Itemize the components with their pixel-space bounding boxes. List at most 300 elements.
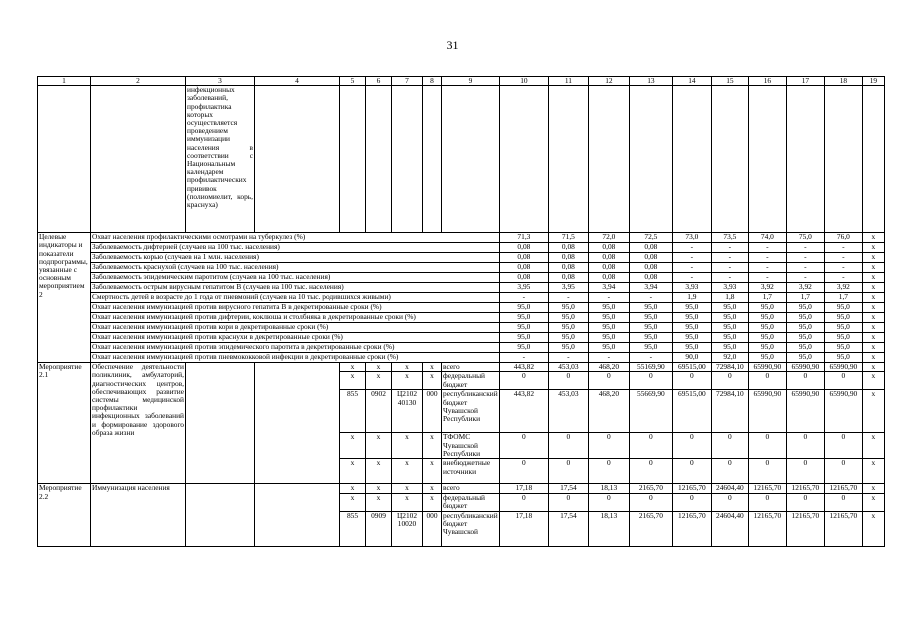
- indicator-value: x: [862, 353, 884, 363]
- funding-source: республиканский бюджет Чувашской Республики: [442, 390, 500, 433]
- indicator-value: 95,0: [786, 323, 824, 333]
- funding-value: 0: [548, 459, 588, 484]
- funding-value: 17,54: [548, 484, 588, 493]
- indicator-value: 95,0: [672, 323, 711, 333]
- continuation-row: [38, 86, 885, 233]
- funding-value: 0: [672, 372, 711, 390]
- indicator-value: 0,08: [499, 273, 548, 283]
- indicator-name: Охват населения иммунизацией против вирусного гепатита В в декретированные сроки (%): [91, 303, 500, 313]
- cell: [340, 86, 366, 233]
- column-number: 17: [786, 77, 824, 86]
- budget-code: x: [392, 433, 423, 459]
- indicator-value: 3,93: [711, 283, 748, 293]
- indicator-value: 95,0: [629, 323, 672, 333]
- funding-value: 453,03: [548, 390, 588, 433]
- budget-code: x: [423, 433, 442, 459]
- column-number: 9: [442, 77, 500, 86]
- indicator-value: x: [862, 233, 884, 243]
- funding-value: 24604,40: [711, 511, 748, 546]
- indicator-value: 71,3: [499, 233, 548, 243]
- funding-value: x: [862, 459, 884, 484]
- indicator-name: Охват населения профилактическими осмотрами на туберкулез (%): [91, 233, 500, 243]
- budget-code: 000: [423, 390, 442, 433]
- funding-value: 12165,70: [824, 511, 862, 546]
- indicator-value: -: [824, 273, 862, 283]
- funding-value: x: [862, 511, 884, 546]
- column-number: 14: [672, 77, 711, 86]
- funding-value: x: [862, 372, 884, 390]
- funding-value: 65990,90: [748, 363, 786, 372]
- funding-value: 12165,70: [824, 484, 862, 493]
- indicator-value: 95,0: [748, 343, 786, 353]
- cell: [499, 86, 548, 233]
- indicator-value: -: [824, 243, 862, 253]
- indicator-value: -: [629, 293, 672, 303]
- budget-code: x: [340, 363, 366, 372]
- column-number: 8: [423, 77, 442, 86]
- indicator-value: 95,0: [824, 303, 862, 313]
- budget-code: x: [366, 459, 392, 484]
- indicator-value: 0,08: [548, 243, 588, 253]
- funding-value: 0: [748, 493, 786, 511]
- budget-code: x: [423, 363, 442, 372]
- indicator-value: 95,0: [499, 303, 548, 313]
- indicator-value: 95,0: [748, 303, 786, 313]
- indicator-value: 0,08: [588, 273, 629, 283]
- funding-value: 12165,70: [748, 511, 786, 546]
- cell: [786, 86, 824, 233]
- cell: [672, 86, 711, 233]
- funding-value: 72984,10: [711, 363, 748, 372]
- budget-code: x: [366, 433, 392, 459]
- cell: [442, 86, 500, 233]
- indicator-value: 95,0: [672, 343, 711, 353]
- indicator-value: 3,92: [824, 283, 862, 293]
- indicator-value: 95,0: [748, 333, 786, 343]
- funding-value: 0: [711, 493, 748, 511]
- indicator-name: Охват населения иммунизацией против пневмококковой инфекции в декретированные сроки (%): [91, 353, 500, 363]
- indicator-value: 95,0: [711, 323, 748, 333]
- indicator-row: [38, 273, 885, 283]
- indicator-value: -: [824, 263, 862, 273]
- funding-value: 0: [786, 459, 824, 484]
- cell: [366, 86, 392, 233]
- indicator-value: 0,08: [629, 243, 672, 253]
- indicator-row: [38, 313, 885, 323]
- indicator-value: 95,0: [672, 303, 711, 313]
- funding-source: всего: [442, 363, 500, 372]
- column-number: 1: [38, 77, 91, 86]
- indicator-value: 95,0: [588, 313, 629, 323]
- indicator-value: 95,0: [786, 333, 824, 343]
- indicator-value: -: [786, 253, 824, 263]
- funding-source: внебюджетные источники: [442, 459, 500, 484]
- indicator-value: 72,5: [629, 233, 672, 243]
- budget-code: x: [392, 459, 423, 484]
- page-number: 31: [446, 38, 459, 52]
- indicator-row: [38, 333, 885, 343]
- funding-value: 0: [824, 433, 862, 459]
- funding-value: 18,13: [588, 484, 629, 493]
- indicator-value: 76,0: [824, 233, 862, 243]
- funding-value: 0: [629, 493, 672, 511]
- funding-value: 65990,90: [786, 390, 824, 433]
- indicator-value: 72,0: [588, 233, 629, 243]
- budget-code: x: [423, 372, 442, 390]
- indicator-value: -: [499, 353, 548, 363]
- budget-code: x: [423, 459, 442, 484]
- measure-label: Мероприятие 2.2: [38, 484, 91, 546]
- funding-value: 0: [548, 433, 588, 459]
- indicator-row: [38, 303, 885, 313]
- indicator-value: 71,5: [548, 233, 588, 243]
- indicator-value: 0,08: [629, 273, 672, 283]
- indicator-value: 95,0: [824, 353, 862, 363]
- funding-value: 0: [672, 433, 711, 459]
- indicator-value: 1,7: [824, 293, 862, 303]
- indicator-row: [38, 253, 885, 263]
- continuation-text: инфекционных заболеваний, профилактика которых осуществляется проведением иммунизации населения в соответствии с Национальным календарем профилактических прививок (полиомиелит, корь, краснуха): [186, 86, 255, 233]
- funding-value: 0: [748, 433, 786, 459]
- funding-value: 12165,70: [672, 484, 711, 493]
- indicator-value: 1,7: [748, 293, 786, 303]
- indicator-value: 95,0: [672, 333, 711, 343]
- indicator-value: -: [629, 353, 672, 363]
- column-number: 7: [392, 77, 423, 86]
- indicator-name: Заболеваемость корью (случаев на 1 млн. населения): [91, 253, 500, 263]
- indicator-value: 95,0: [629, 343, 672, 353]
- funding-value: x: [862, 493, 884, 511]
- budget-code: Ц2102 10020: [392, 511, 423, 546]
- funding-source: федеральный бюджет: [442, 493, 500, 511]
- funding-value: 0: [711, 372, 748, 390]
- indicator-value: 92,0: [711, 353, 748, 363]
- indicator-value: 95,0: [824, 323, 862, 333]
- column-number: 15: [711, 77, 748, 86]
- funding-value: 12165,70: [672, 511, 711, 546]
- funding-value: 69515,00: [672, 363, 711, 372]
- funding-value: 0: [629, 433, 672, 459]
- funding-value: 55669,90: [629, 390, 672, 433]
- funding-value: 0: [629, 372, 672, 390]
- cell: [548, 86, 588, 233]
- measure-row: [38, 484, 885, 493]
- indicator-row: [38, 283, 885, 293]
- funding-value: 0: [824, 459, 862, 484]
- indicator-value: 95,0: [548, 333, 588, 343]
- indicator-value: x: [862, 303, 884, 313]
- indicator-value: -: [672, 273, 711, 283]
- column-number: 10: [499, 77, 548, 86]
- indicator-name: Заболеваемость эпидемическим паротитом (случаев на 100 тыс. населения): [91, 273, 500, 283]
- budget-code: x: [392, 363, 423, 372]
- indicator-value: 0,08: [629, 253, 672, 263]
- funding-source: всего: [442, 484, 500, 493]
- funding-value: 65990,90: [824, 390, 862, 433]
- cell: [255, 363, 340, 484]
- funding-value: 17,18: [499, 511, 548, 546]
- funding-value: 0: [499, 372, 548, 390]
- measure-row: [38, 363, 885, 372]
- indicator-value: -: [786, 273, 824, 283]
- indicator-value: 1,7: [786, 293, 824, 303]
- funding-value: 0: [824, 493, 862, 511]
- budget-code: x: [340, 459, 366, 484]
- indicator-value: -: [824, 253, 862, 263]
- funding-value: 0: [588, 493, 629, 511]
- funding-value: 443,82: [499, 390, 548, 433]
- cell: [255, 484, 340, 546]
- indicator-name: Охват населения иммунизацией против эпидемического паротита в декретированные сроки (%): [91, 343, 500, 353]
- budget-code: x: [392, 484, 423, 493]
- indicator-value: 95,0: [588, 343, 629, 353]
- funding-value: 65990,90: [748, 390, 786, 433]
- indicator-value: 95,0: [629, 313, 672, 323]
- funding-value: 24604,40: [711, 484, 748, 493]
- indicator-value: 95,0: [711, 333, 748, 343]
- funding-value: 0: [748, 459, 786, 484]
- budget-code: 000: [423, 511, 442, 546]
- indicator-value: x: [862, 273, 884, 283]
- indicator-value: 1,9: [672, 293, 711, 303]
- indicator-value: -: [548, 353, 588, 363]
- budget-code: x: [366, 363, 392, 372]
- indicator-value: 95,0: [548, 303, 588, 313]
- budget-code: 855: [340, 390, 366, 433]
- program-table: [37, 76, 885, 547]
- funding-value: 453,03: [548, 363, 588, 372]
- indicator-value: 95,0: [588, 333, 629, 343]
- column-number: 3: [186, 77, 255, 86]
- column-number: 5: [340, 77, 366, 86]
- indicator-value: 95,0: [548, 343, 588, 353]
- indicator-value: -: [748, 273, 786, 283]
- indicator-value: x: [862, 283, 884, 293]
- cell: [186, 484, 255, 546]
- funding-value: 12165,70: [748, 484, 786, 493]
- targets-label: Целевые индикаторы и показатели подпрограммы, увязанные с основным мероприятием 2: [38, 233, 91, 363]
- column-number: 18: [824, 77, 862, 86]
- indicator-value: 3,94: [629, 283, 672, 293]
- funding-source: ТФОМС Чувашской Республики: [442, 433, 500, 459]
- funding-value: 0: [711, 433, 748, 459]
- indicator-value: x: [862, 313, 884, 323]
- indicator-value: 0,08: [548, 273, 588, 283]
- indicator-value: 0,08: [588, 263, 629, 273]
- indicator-value: -: [672, 253, 711, 263]
- funding-value: 0: [548, 493, 588, 511]
- indicator-value: -: [499, 293, 548, 303]
- indicator-value: x: [862, 253, 884, 263]
- budget-code: x: [366, 493, 392, 511]
- funding-value: x: [862, 363, 884, 372]
- indicator-value: 95,0: [748, 323, 786, 333]
- cell: [423, 86, 442, 233]
- funding-value: 18,13: [588, 511, 629, 546]
- budget-code: 0909: [366, 511, 392, 546]
- indicator-value: 95,0: [548, 323, 588, 333]
- indicator-value: 3,92: [748, 283, 786, 293]
- funding-value: 0: [629, 459, 672, 484]
- funding-value: 0: [588, 459, 629, 484]
- indicator-value: -: [672, 263, 711, 273]
- indicator-value: 74,0: [748, 233, 786, 243]
- cell: [629, 86, 672, 233]
- indicator-name: Заболеваемость дифтерией (случаев на 100 тыс. населения): [91, 243, 500, 253]
- measure-description: Обеспечение деятельности поликлиник, амбулаторий, диагностических центров, обеспечивающих развитие системы медицинской профилактики инфекционных заболеваний и формирование здорового образа жизни: [91, 363, 186, 484]
- indicator-value: -: [711, 253, 748, 263]
- indicator-value: 3,95: [499, 283, 548, 293]
- budget-code: x: [340, 372, 366, 390]
- funding-value: 0: [588, 433, 629, 459]
- cell: [588, 86, 629, 233]
- cell: [862, 86, 884, 233]
- funding-value: 0: [786, 433, 824, 459]
- column-number: 11: [548, 77, 588, 86]
- cell: [255, 86, 340, 233]
- indicator-value: -: [748, 263, 786, 273]
- indicator-name: Заболеваемость острым вирусным гепатитом В (случаев на 100 тыс. населения): [91, 283, 500, 293]
- funding-value: x: [862, 484, 884, 493]
- funding-value: 0: [824, 372, 862, 390]
- indicator-row: [38, 263, 885, 273]
- indicator-value: -: [588, 293, 629, 303]
- indicator-value: 95,0: [824, 333, 862, 343]
- indicator-value: -: [748, 243, 786, 253]
- funding-value: 65990,90: [824, 363, 862, 372]
- funding-value: 0: [672, 493, 711, 511]
- budget-code: Ц2102 40130: [392, 390, 423, 433]
- indicator-name: Охват населения иммунизацией против дифтерии, коклюша и столбняка в декретированные сроки (%): [91, 313, 500, 323]
- indicator-value: 90,0: [672, 353, 711, 363]
- cell: [711, 86, 748, 233]
- measure-description: Иммунизация населения: [91, 484, 186, 546]
- cell: [748, 86, 786, 233]
- indicator-row: [38, 323, 885, 333]
- indicator-value: -: [711, 263, 748, 273]
- indicator-value: 95,0: [786, 303, 824, 313]
- funding-value: 12165,70: [786, 511, 824, 546]
- indicator-value: 95,0: [499, 343, 548, 353]
- indicator-value: 95,0: [588, 323, 629, 333]
- indicator-value: 0,08: [548, 253, 588, 263]
- funding-value: 0: [588, 372, 629, 390]
- column-number-row: [38, 77, 885, 86]
- funding-value: 72984,10: [711, 390, 748, 433]
- indicator-value: 1,8: [711, 293, 748, 303]
- indicator-name: Заболеваемость краснухой (случаев на 100 тыс. населения): [91, 263, 500, 273]
- cell: [38, 86, 91, 233]
- indicator-value: 95,0: [499, 333, 548, 343]
- table-body: [38, 77, 885, 547]
- funding-source: республиканский бюджет Чувашской: [442, 511, 500, 546]
- indicator-value: -: [786, 263, 824, 273]
- indicator-value: 95,0: [629, 303, 672, 313]
- indicator-value: 0,08: [499, 253, 548, 263]
- budget-code: x: [392, 372, 423, 390]
- column-number: 6: [366, 77, 392, 86]
- funding-value: 0: [499, 459, 548, 484]
- budget-code: x: [340, 493, 366, 511]
- funding-value: 0: [548, 372, 588, 390]
- funding-value: 2165,70: [629, 484, 672, 493]
- indicator-value: 0,08: [588, 253, 629, 263]
- indicator-value: 0,08: [629, 263, 672, 273]
- indicator-value: 0,08: [548, 263, 588, 273]
- indicator-value: x: [862, 263, 884, 273]
- indicator-row: [38, 353, 885, 363]
- budget-code: x: [340, 484, 366, 493]
- indicator-value: 95,0: [499, 323, 548, 333]
- indicator-value: 95,0: [499, 313, 548, 323]
- indicator-name: Смертность детей в возрасте до 1 года от пневмоний (случаев на 10 тыс. родившихся живыми): [91, 293, 500, 303]
- funding-value: 0: [499, 433, 548, 459]
- indicator-value: x: [862, 323, 884, 333]
- indicator-value: 95,0: [786, 343, 824, 353]
- indicator-value: 95,0: [748, 353, 786, 363]
- indicator-row: [38, 243, 885, 253]
- indicator-value: -: [748, 253, 786, 263]
- funding-value: 69515,00: [672, 390, 711, 433]
- funding-value: 65990,90: [786, 363, 824, 372]
- indicator-name: Охват населения иммунизацией против краснухи в декретированные сроки (%): [91, 333, 500, 343]
- indicator-value: 0,08: [499, 243, 548, 253]
- funding-value: 2165,70: [629, 511, 672, 546]
- indicator-value: 3,94: [588, 283, 629, 293]
- cell: [91, 86, 186, 233]
- funding-value: 17,54: [548, 511, 588, 546]
- indicator-value: 95,0: [588, 303, 629, 313]
- indicator-value: 95,0: [824, 313, 862, 323]
- indicator-value: 3,93: [672, 283, 711, 293]
- budget-code: x: [366, 484, 392, 493]
- funding-source: федеральный бюджет: [442, 372, 500, 390]
- cell: [392, 86, 423, 233]
- cell: [824, 86, 862, 233]
- indicator-row: [38, 343, 885, 353]
- indicator-value: 3,95: [548, 283, 588, 293]
- indicator-value: -: [711, 243, 748, 253]
- indicator-value: 95,0: [711, 303, 748, 313]
- funding-value: 0: [499, 493, 548, 511]
- indicator-value: 95,0: [786, 313, 824, 323]
- indicator-value: 73,5: [711, 233, 748, 243]
- funding-value: 0: [711, 459, 748, 484]
- funding-value: 0: [748, 372, 786, 390]
- indicator-value: 0,08: [499, 263, 548, 273]
- budget-code: x: [366, 372, 392, 390]
- indicator-value: -: [711, 273, 748, 283]
- budget-code: x: [423, 484, 442, 493]
- indicator-value: 73,0: [672, 233, 711, 243]
- funding-value: 0: [786, 372, 824, 390]
- indicator-value: -: [786, 243, 824, 253]
- column-number: 2: [91, 77, 186, 86]
- funding-value: 55169,90: [629, 363, 672, 372]
- indicator-value: -: [588, 353, 629, 363]
- funding-value: 0: [672, 459, 711, 484]
- column-number: 13: [629, 77, 672, 86]
- indicator-value: -: [548, 293, 588, 303]
- indicator-name: Охват населения иммунизацией против кори в декретированные сроки (%): [91, 323, 500, 333]
- funding-value: 468,20: [588, 363, 629, 372]
- measure-label: Мероприятие 2.1: [38, 363, 91, 484]
- funding-value: x: [862, 433, 884, 459]
- indicator-value: 95,0: [672, 313, 711, 323]
- funding-value: 0: [786, 493, 824, 511]
- indicator-value: 0,08: [588, 243, 629, 253]
- indicator-value: -: [672, 243, 711, 253]
